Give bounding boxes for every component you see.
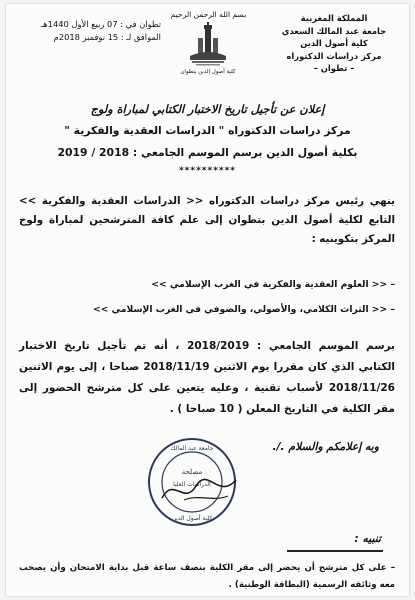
title-separator: ********** [178, 166, 237, 176]
stamp-text-department: الدراسات العليا [173, 481, 211, 488]
body-paragraph-2: برسم الموسم الجامعي : 2018/2019 ، أنه تم تأجيل تاريخ الاختبار الكتابي الذي كان مقررا يوم الاثنين 2018/11/19 صباحا ، إلى يوم الاثنين 2018/11/26 لأسباب تقنية ، وعليه يتعين على كل مترشح الحضور إلى مقر الكلية في التاريخ المعلن ( 10 صباحا ) . [19, 340, 396, 415]
signature-icon [154, 470, 244, 510]
logo-caption: كلية أصول الدين بتطوان [180, 69, 236, 75]
program-item: – << العلوم العقدية والفكرية في الغرب الإسلامي >> [151, 279, 395, 290]
faculty-logo-icon [186, 22, 230, 68]
basmala: بسم الله الرحمن الرحيم [170, 10, 247, 19]
header-university: جامعة عبد المالك السعدي [281, 25, 387, 36]
header-faculty: كلية أصول الدين [300, 38, 368, 49]
announcement-title: إعلان عن تأجيل تاريخ الاختبار الكتابي لمباراة ولوج [90, 103, 325, 116]
announcement-season: بكلية أصول الدين برسم الموسم الجامعي : 2018 / 2019 [57, 146, 358, 159]
stamp-text-service: مصلحة [181, 468, 203, 476]
document-page [6, 4, 409, 596]
date-gregorian: الموافق لـ : 15 نوفمبر 2018م [53, 32, 161, 42]
header-center: مركز دراسات الدكتوراه [286, 50, 382, 61]
stamp-text-top: جامعة عبد المالك [170, 445, 214, 452]
announcement-subtitle: مركز دراسات الدكتوراه " الدراسات العقدية والفكرية " [64, 124, 351, 137]
body-paragraph-1: ينهي رئيس مركز دراسات الدكتوراه << الدراسات العقدية والفكرية >> التابع لكلية أصول الدين بتطوان إلى علم كافة المترشحين لمباراة ولوج المركز بتكوينيه : [19, 195, 395, 245]
program-item: – << التراث الكلامي، والأصولي، والصوفي في الغرب الإسلامي >> [92, 304, 395, 315]
closing-line: وبه إعلامكم والسلام ./. [272, 440, 379, 453]
programs-list [19, 272, 395, 322]
notice-underline [287, 550, 383, 552]
notice-title: تنبيه : [354, 532, 381, 545]
header-city: – تطوان – [313, 63, 355, 74]
institution-header [269, 12, 399, 75]
date-block [16, 18, 161, 44]
header-kingdom: المملكة المغربية [300, 13, 368, 23]
stamp-text-bottom: كلية أصول الدين [171, 515, 213, 522]
notice-text: – على كل مترشح أن يحضر إلى مقر الكلية بنصف ساعة قبل بداية الامتحان وأن يصحب معه وثائقه الرسمية (البطاقة الوطنية) . [19, 563, 395, 590]
date-hijri: تطوان في : 07 ربيع الأول 1440هـ [40, 19, 161, 29]
